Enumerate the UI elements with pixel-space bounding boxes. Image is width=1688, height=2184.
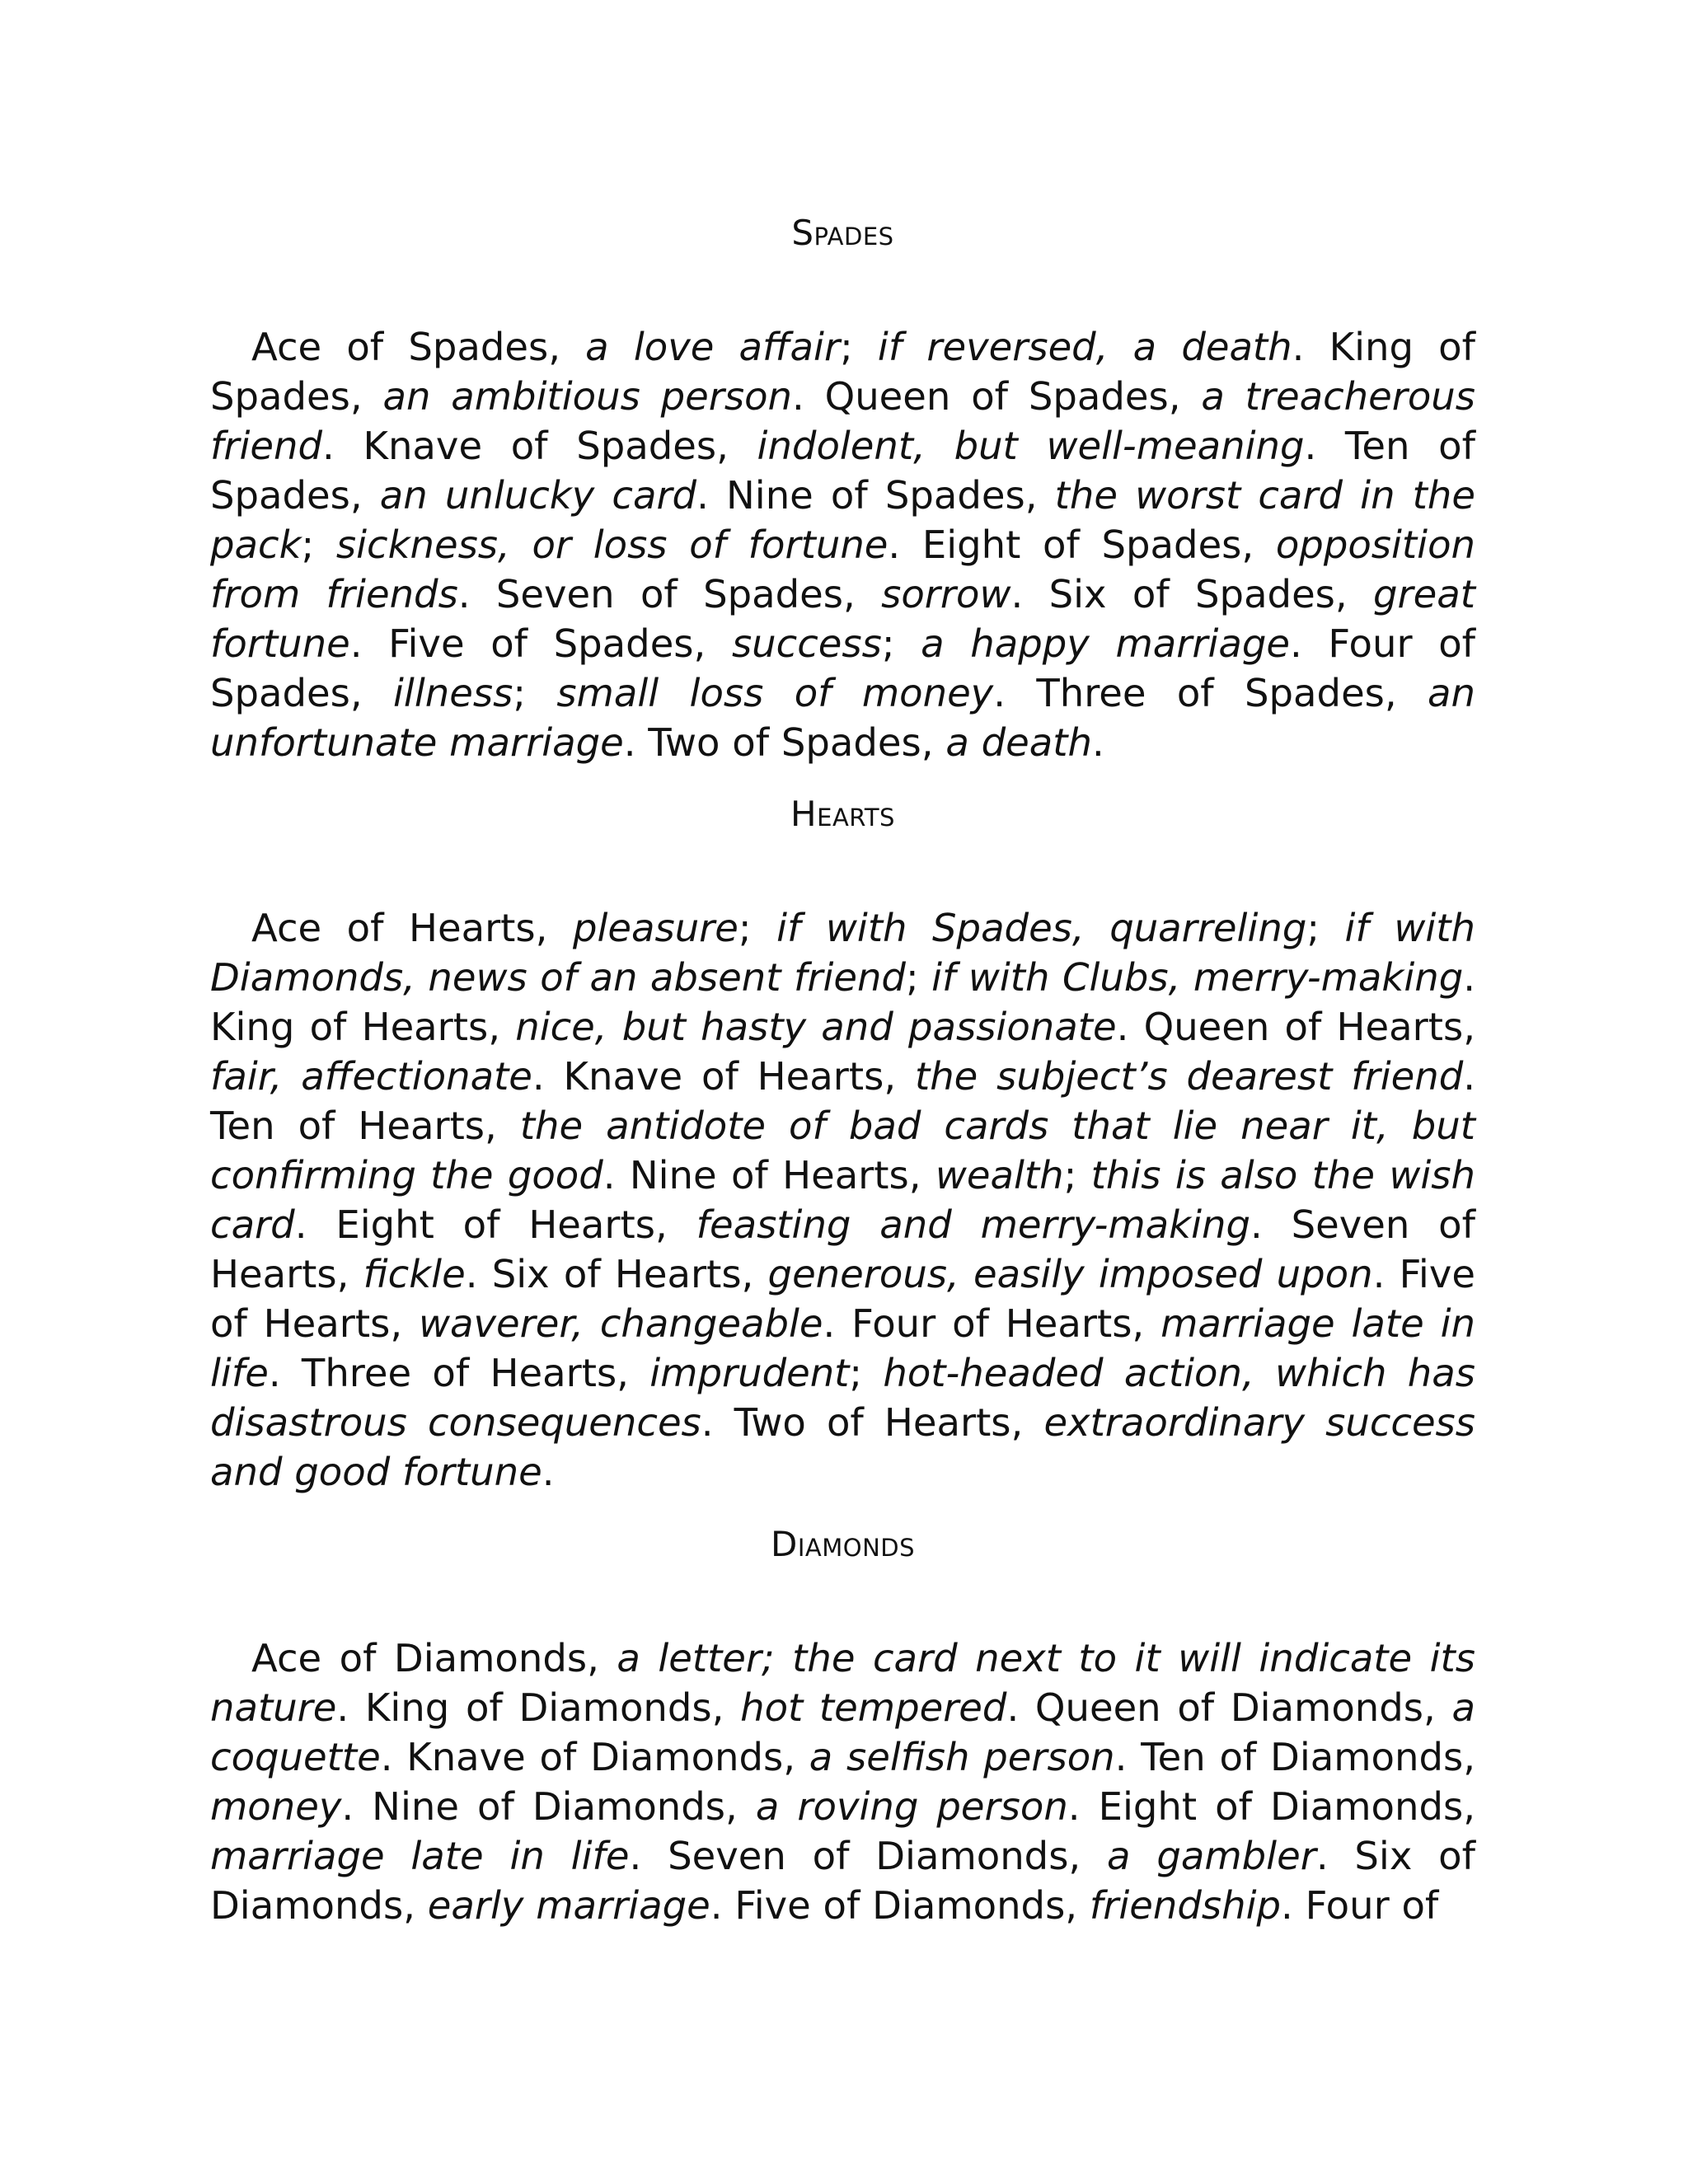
card-meaning: sickness, or loss of fortune <box>335 523 889 567</box>
card-meaning: indolent, but well-meaning <box>757 424 1305 468</box>
card-name: . Five of Diamonds, <box>710 1883 1090 1928</box>
card-name: . Knave of Diamonds, <box>380 1735 809 1779</box>
card-meaning: if with Clubs, merry-making <box>931 955 1464 1000</box>
card-name: ; <box>301 523 336 567</box>
card-name: . Five of Hearts, <box>210 1252 1475 1346</box>
card-meaning: a death <box>945 720 1092 765</box>
card-name: . <box>542 1450 555 1494</box>
card-meaning: waverer, changeable <box>418 1301 823 1346</box>
card-name: . Four of Spades, <box>210 621 1476 715</box>
card-meaning: success <box>731 621 882 666</box>
card-meaning: marriage late in life <box>210 1834 630 1878</box>
card-meaning: friendship <box>1089 1883 1282 1928</box>
document-page <box>210 0 1475 2184</box>
card-name: . Eight of Hearts, <box>294 1202 696 1247</box>
card-meaning: an ambitious person <box>382 374 793 419</box>
card-name: . Nine of Diamonds, <box>341 1784 756 1829</box>
card-name: ; <box>881 621 921 666</box>
card-name: ; <box>513 671 557 715</box>
card-name: ; <box>1306 906 1345 950</box>
card-meaning: an unfortunate marriage <box>210 671 1475 765</box>
card-meaning: money <box>210 1784 342 1829</box>
card-name: . Four of <box>1281 1883 1439 1928</box>
card-meaning: the antidote of bad cards that lie near it, but confirming the good <box>210 1104 1475 1197</box>
card-name: Ace of Diamonds, <box>251 1636 617 1680</box>
section-text-diamonds <box>210 1633 1475 1930</box>
card-meaning: a selfish person <box>809 1735 1115 1779</box>
card-meaning: if with Spades, quarreling <box>776 906 1307 950</box>
card-name: . Seven of Hearts, <box>210 1202 1475 1296</box>
card-name: Ace of Spades, <box>251 325 586 369</box>
card-meaning: a gambler <box>1107 1834 1316 1878</box>
card-name: . Seven of Diamonds, <box>629 1834 1108 1878</box>
card-name: . Ten of Hearts, <box>210 1054 1475 1148</box>
card-meaning: pleasure <box>572 906 738 950</box>
card-name: . Eight of Diamonds, <box>1067 1784 1475 1829</box>
card-meaning: the worst card in the pack <box>210 473 1475 567</box>
card-name: . Five of Spades, <box>349 621 732 666</box>
card-meaning: if with Diamonds, news of an absent friend <box>210 906 1475 1000</box>
card-meaning: an unlucky card <box>379 473 697 518</box>
card-meaning: a treacherous friend <box>210 374 1475 468</box>
card-name: . King of Spades, <box>210 325 1475 419</box>
card-name: . <box>1091 720 1104 765</box>
card-meaning: a happy marriage <box>921 621 1291 666</box>
card-meaning: nice, but hasty and passionate <box>515 1005 1117 1049</box>
card-name: . Six of Spades, <box>1010 572 1374 616</box>
card-meaning: illness <box>393 671 513 715</box>
card-meaning: great fortune <box>210 572 1476 666</box>
card-name: . Queen of Diamonds, <box>1006 1685 1452 1730</box>
card-name: ; <box>1063 1153 1091 1197</box>
card-meaning: wealth <box>935 1153 1064 1197</box>
card-meaning: opposition from friends <box>210 523 1476 616</box>
card-name: . Knave of Spades, <box>322 424 757 468</box>
card-meaning: feasting and merry-making <box>696 1202 1250 1247</box>
card-meaning: a roving person <box>755 1784 1068 1829</box>
card-name: . King of Hearts, <box>210 955 1476 1049</box>
card-name: ; <box>849 1351 884 1395</box>
card-name: . Two of Hearts, <box>701 1400 1044 1445</box>
card-name: . Four of Hearts, <box>823 1301 1161 1346</box>
card-meaning: extraordinary success and good fortune <box>210 1400 1476 1494</box>
section-heading-diamonds: Diamonds <box>770 1524 915 1564</box>
card-meaning: fickle <box>363 1252 466 1296</box>
card-name: ; <box>738 906 777 950</box>
card-meaning: sorrow <box>881 572 1011 616</box>
card-name: . Six of Hearts, <box>465 1252 768 1296</box>
card-name: . King of Diamonds, <box>336 1685 741 1730</box>
card-name: . Nine of Hearts, <box>603 1153 935 1197</box>
card-name: . Ten of Spades, <box>210 424 1475 518</box>
card-name: Ace of Hearts, <box>251 906 573 950</box>
card-meaning: small loss of money <box>556 671 994 715</box>
card-name: . Six of Diamonds, <box>210 1834 1475 1928</box>
section-text-hearts <box>210 903 1475 1497</box>
card-meaning: the subject’s dearest friend <box>914 1054 1464 1099</box>
card-meaning: if reversed, a death <box>877 325 1292 369</box>
card-meaning: generous, easily imposed upon <box>767 1252 1373 1296</box>
card-meaning: hot-headed action, which has disastrous consequences <box>210 1351 1475 1445</box>
card-name: . Ten of Diamonds, <box>1114 1735 1475 1779</box>
card-meaning: marriage late in life <box>210 1301 1475 1395</box>
card-meaning: this is also the wish card <box>210 1153 1475 1247</box>
card-name: ; <box>905 955 932 1000</box>
card-meaning: fair, affectionate <box>210 1054 532 1099</box>
card-name: . Nine of Spades, <box>696 473 1055 518</box>
card-name: . Knave of Hearts, <box>532 1054 915 1099</box>
card-name: ; <box>840 325 878 369</box>
card-name: . Two of Spades, <box>623 720 946 765</box>
card-name: . Eight of Spades, <box>888 523 1276 567</box>
section-text-spades <box>210 322 1475 767</box>
card-meaning: early marriage <box>427 1883 710 1928</box>
card-name: . Three of Hearts, <box>268 1351 650 1395</box>
card-meaning: hot tempered <box>740 1685 1007 1730</box>
section-heading-hearts: Hearts <box>790 794 895 834</box>
card-name: . Three of Spades, <box>993 671 1428 715</box>
card-meaning: imprudent <box>649 1351 850 1395</box>
card-meaning: a love affair <box>585 325 841 369</box>
card-name: . Queen of Spades, <box>792 374 1202 419</box>
card-name: . Queen of Hearts, <box>1116 1005 1475 1049</box>
card-meaning: a coquette <box>210 1685 1475 1779</box>
card-name: . Seven of Spades, <box>457 572 882 616</box>
card-meaning: a letter; the card next to it will indicate its nature <box>210 1636 1475 1730</box>
section-heading-spades: Spades <box>791 213 894 253</box>
